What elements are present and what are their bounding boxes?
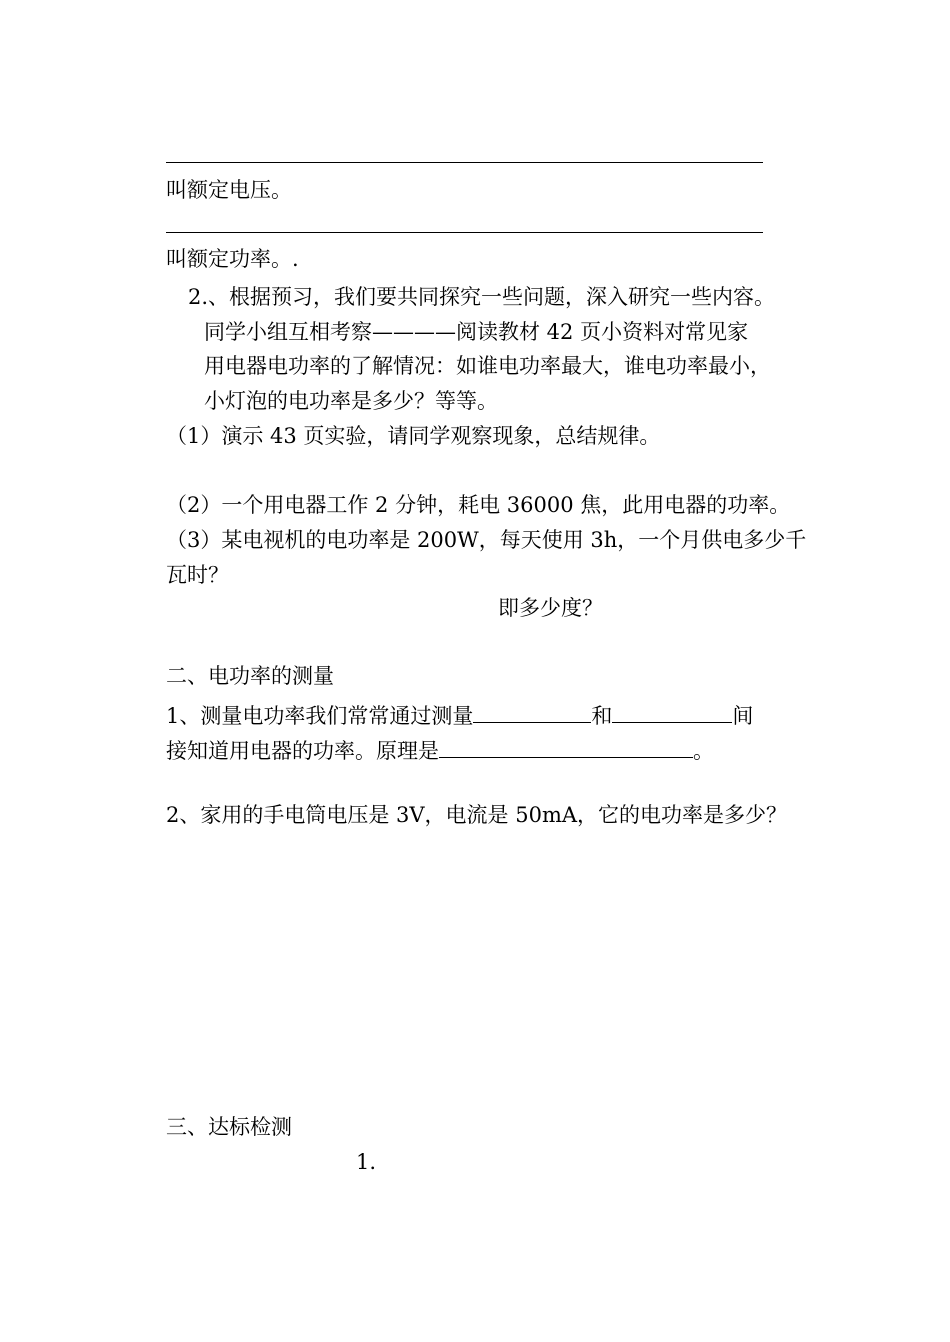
section-2-title: 二、电功率的测量 — [166, 664, 334, 688]
section3-item1: 1. — [356, 1150, 377, 1174]
item2-line1: 2.、根据预习，我们要共同探究一些问题，深入研究一些内容。 — [188, 285, 776, 309]
section2-question1-line2 — [166, 736, 714, 762]
blank-measure-2[interactable] — [612, 701, 732, 723]
item2-line2: 同学小组互相考察————阅读教材 42 页小资料对常见家 — [204, 320, 749, 344]
blank-measure-1[interactable] — [473, 701, 591, 723]
section-3-title: 三、达标检测 — [166, 1115, 292, 1139]
subquestion-3-line2: 瓦时？ — [166, 563, 229, 587]
subquestion-1: （1）演示 43 页实验，请同学观察现象，总结规律。 — [166, 424, 661, 448]
blank-line-rated-power[interactable] — [166, 232, 763, 233]
subquestion-3-line1: （3）某电视机的电功率是 200W，每天使用 3h，一个月供电多少千 — [166, 528, 807, 552]
q1-text-a: 1、测量电功率我们常常通过测量 — [166, 704, 474, 728]
subquestion-3-line3: 即多少度？ — [498, 596, 603, 620]
item2-line4: 小灯泡的电功率是多少？等等。 — [204, 389, 498, 413]
section2-question1-line1 — [166, 701, 753, 727]
item2-line3: 用电器电功率的了解情况：如谁电功率最大，谁电功率最小， — [204, 354, 771, 378]
q1-text-b: 和 — [591, 704, 613, 728]
rated-voltage-definition: 叫额定电压。 — [166, 178, 292, 202]
blank-principle[interactable] — [439, 736, 693, 758]
q1-line2-text: 接知道用电器的功率。原理是 — [166, 739, 439, 763]
q1-text-c: 间 — [732, 704, 754, 728]
blank-line-rated-voltage[interactable] — [166, 162, 763, 163]
subquestion-2: （2）一个用电器工作 2 分钟，耗电 36000 焦，此用电器的功率。 — [166, 493, 791, 517]
q1-line2-end: 。 — [693, 739, 714, 763]
rated-power-definition: 叫额定功率。. — [166, 247, 299, 271]
section2-question2: 2、家用的手电筒电压是 3V，电流是 50mA，它的电功率是多少？ — [166, 803, 788, 827]
